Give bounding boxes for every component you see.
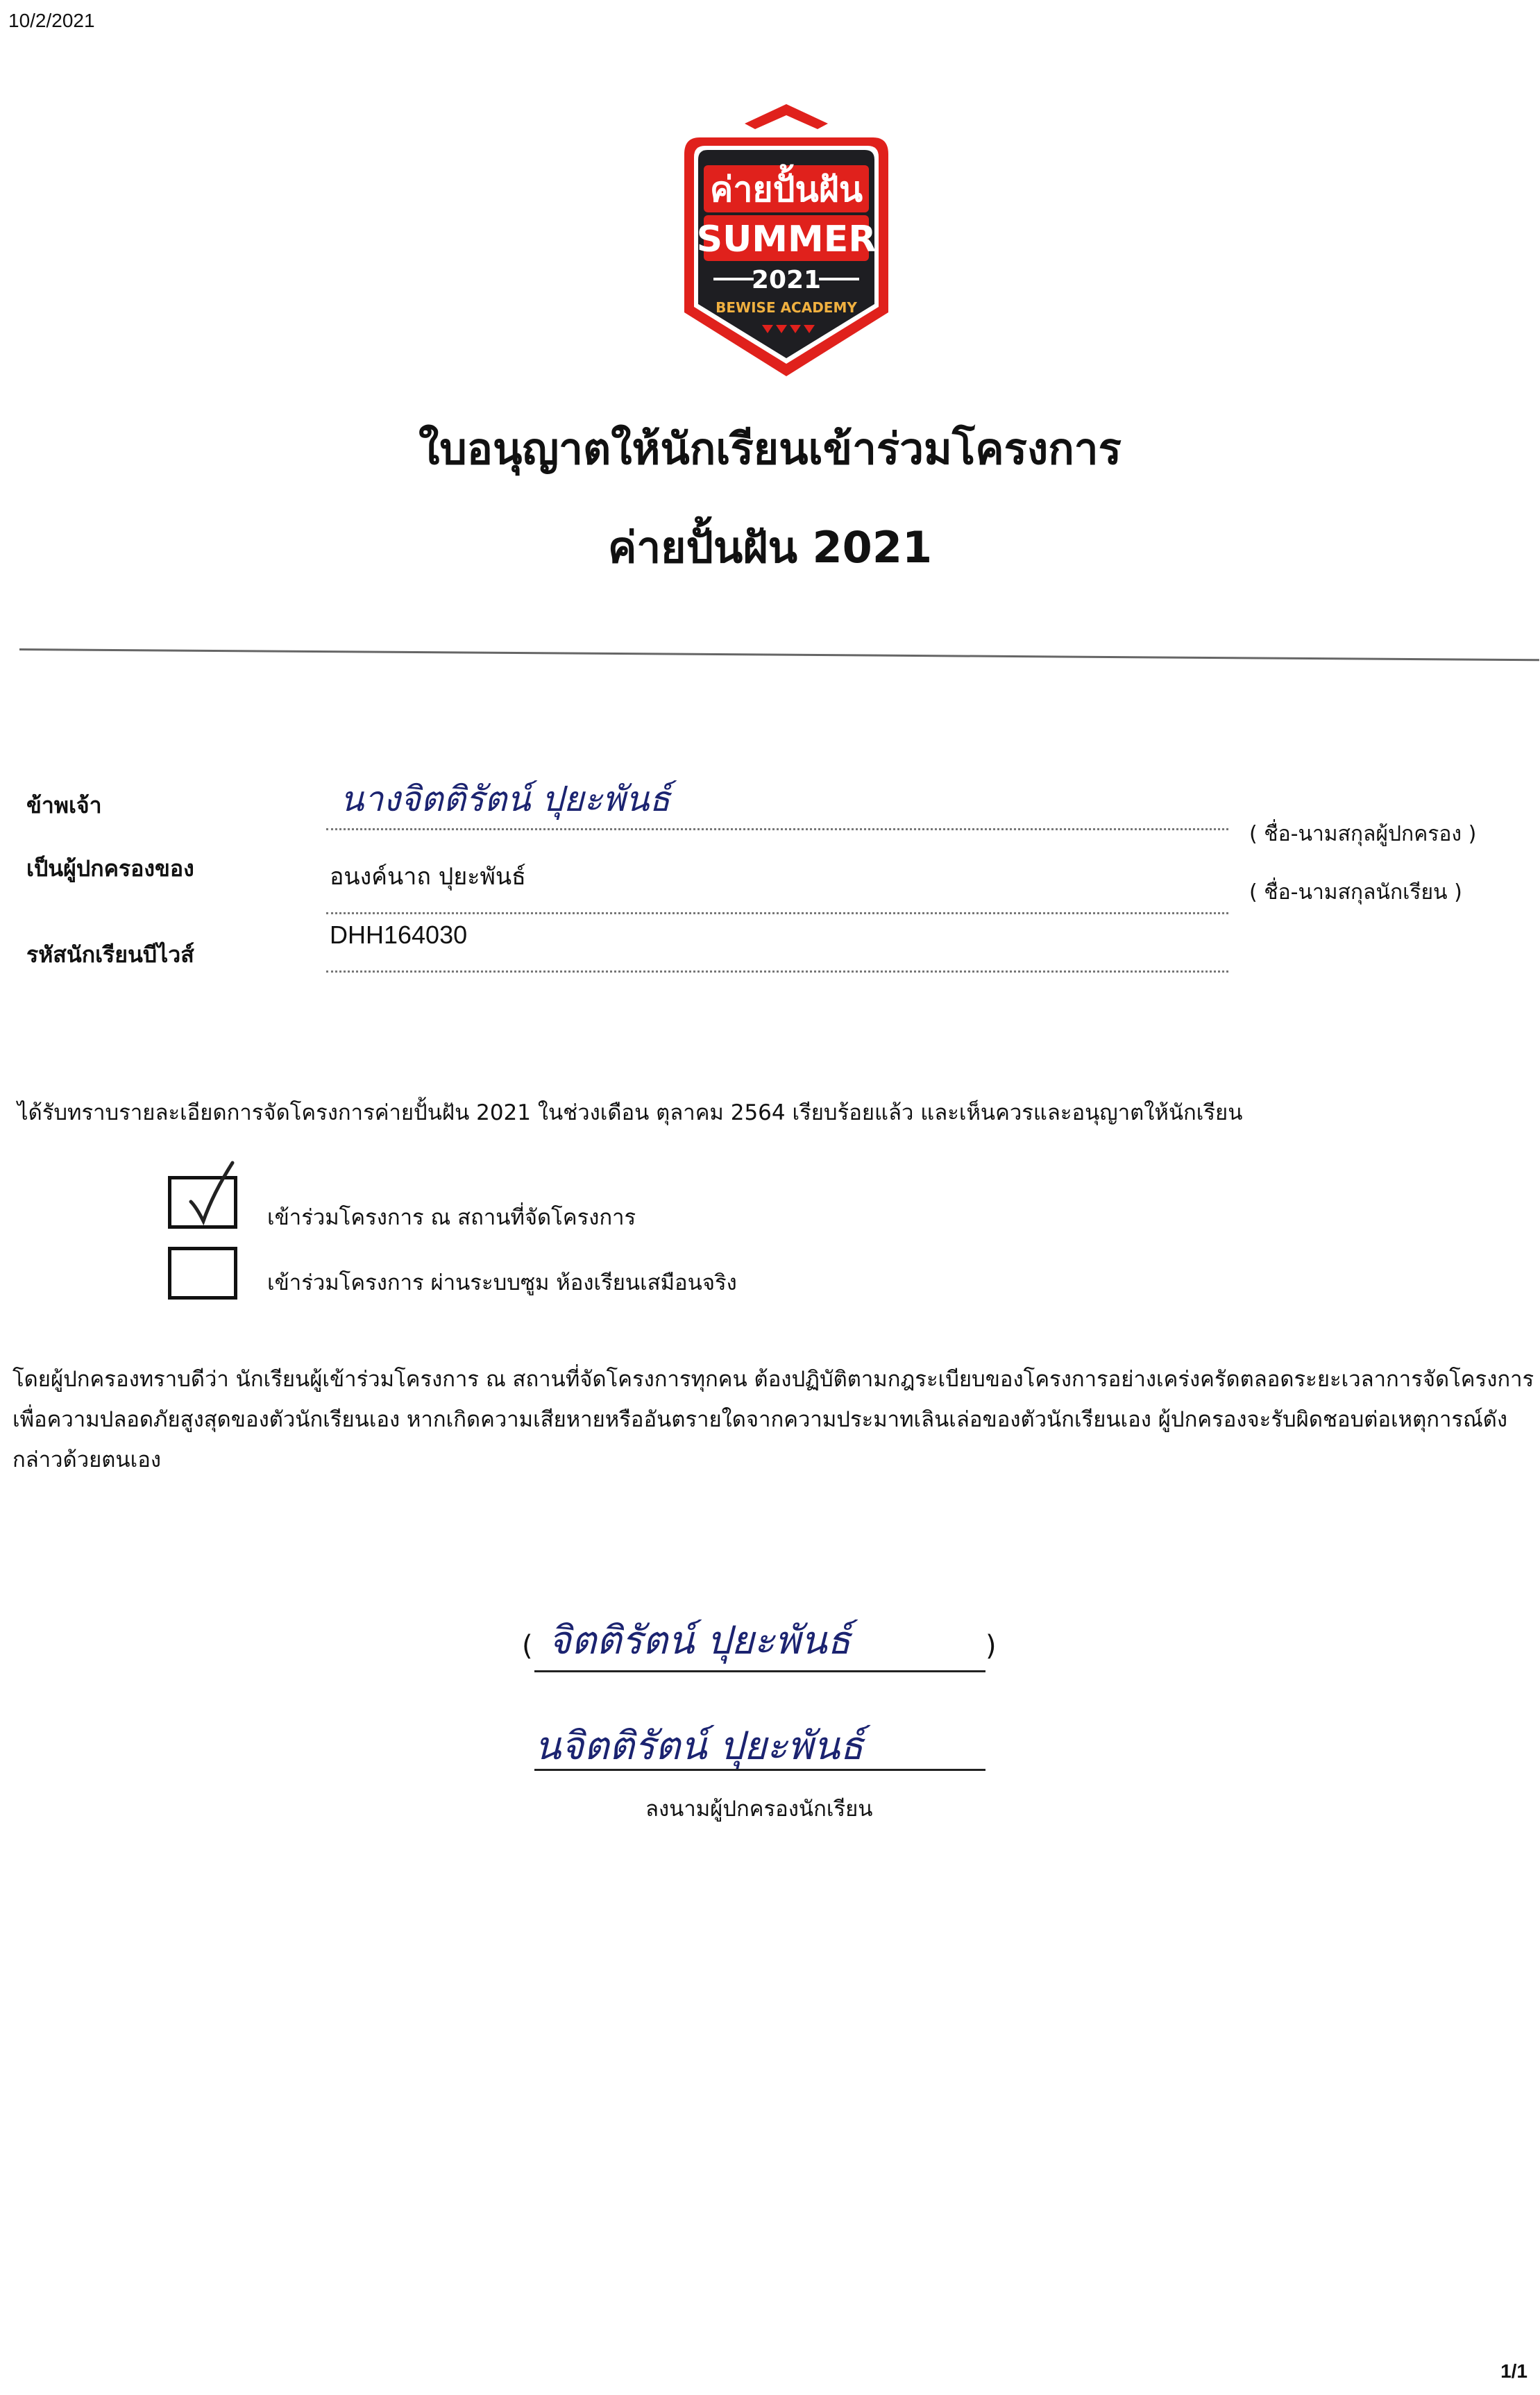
check-mark-icon bbox=[187, 1159, 235, 1228]
student-hint: ( ชื่อ-นามสกุลนักเรียน ) bbox=[1249, 880, 1462, 905]
logo-year-text: 2021 bbox=[751, 266, 822, 294]
terms-line-1: โดยผู้ปกครองทราบดีว่า นักเรียนผู้เข้าร่วมโครงการ ณ สถานที่จัดโครงการทุกคน ต้องปฏิบัติตามกฎระเบียบของโครงการอย่างเคร่งครัดตลอดระยะเวลาการจัดโครงการ bbox=[12, 1367, 1534, 1392]
printed-name-handwritten: จิตติรัตน์ ปุยะพันธ์ bbox=[548, 1618, 851, 1663]
close-paren: ) bbox=[985, 1630, 997, 1662]
student-code-label: รหัสนักเรียนบีไวส์ bbox=[26, 941, 194, 968]
student-code-value: DHH164030 bbox=[330, 921, 468, 949]
option-onsite-label: เข้าร่วมโครงการ ณ สถานที่จัดโครงการ bbox=[267, 1205, 636, 1230]
option-online-label: เข้าร่วมโครงการ ผ่านระบบซูม ห้องเรียนเสมือนจริง bbox=[267, 1270, 737, 1295]
camp-logo bbox=[672, 104, 901, 382]
student-label: เป็นผู้ปกครองของ bbox=[26, 855, 194, 882]
student-name-line bbox=[326, 912, 1228, 914]
title-divider bbox=[19, 648, 1539, 661]
document-subtitle: ค่ายปั้นฝัน 2021 bbox=[607, 522, 933, 573]
student-code-line bbox=[326, 970, 1228, 973]
guardian-label: ข้าพเจ้า bbox=[26, 792, 102, 818]
logo-thai-text: ค่ายปั้นฝัน bbox=[709, 169, 863, 210]
signature-handwritten: นจิตติรัตน์ ปุยะพันธ์ bbox=[534, 1724, 864, 1769]
student-name-value: อนงค์นาถ ปุยะพันธ์ bbox=[330, 863, 526, 891]
acknowledgement-text: ได้รับทราบรายละเอียดการจัดโครงการค่ายปั้นฝัน 2021 ในช่วงเดือน ตุลาคม 2564 เรียบร้อยแล้ว และเห็นควรและอนุญาตให้นักเรียน bbox=[17, 1100, 1243, 1125]
open-paren: ( bbox=[522, 1630, 533, 1662]
online-checkbox[interactable] bbox=[168, 1247, 237, 1300]
logo-org-text: BEWISE ACADEMY bbox=[716, 299, 857, 316]
onsite-checkbox[interactable] bbox=[168, 1176, 237, 1229]
guardian-name-handwritten: นางจิตติรัตน์ ปุยะพันธ์ bbox=[340, 779, 670, 819]
signature-line bbox=[534, 1769, 985, 1771]
document-title: ใบอนุญาตให้นักเรียนเข้าร่วมโครงการ bbox=[418, 423, 1122, 474]
terms-line-2: เพื่อความปลอดภัยสูงสุดของตัวนักเรียนเอง หากเกิดความเสียหายหรืออันตรายใดจากความประมาทเลินเล่อของตัวนักเรียนเอง ผู้ปกครองจะรับผิดชอบต่อเหตุการณ์ดัง bbox=[12, 1407, 1508, 1432]
terms-line-3: กล่าวด้วยตนเอง bbox=[12, 1447, 161, 1472]
printed-name-line bbox=[534, 1670, 985, 1672]
guardian-hint: ( ชื่อ-นามสกุลผู้ปกครอง ) bbox=[1249, 822, 1477, 846]
print-date: 10/2/2021 bbox=[8, 10, 95, 31]
logo-summer-text: SUMMER bbox=[696, 219, 877, 260]
guardian-name-line bbox=[326, 828, 1228, 830]
page-number: 1/1 bbox=[1500, 2360, 1528, 2382]
signature-caption: ลงนามผู้ปกครองนักเรียน bbox=[645, 1797, 873, 1822]
logo-top-chevron bbox=[745, 104, 828, 129]
